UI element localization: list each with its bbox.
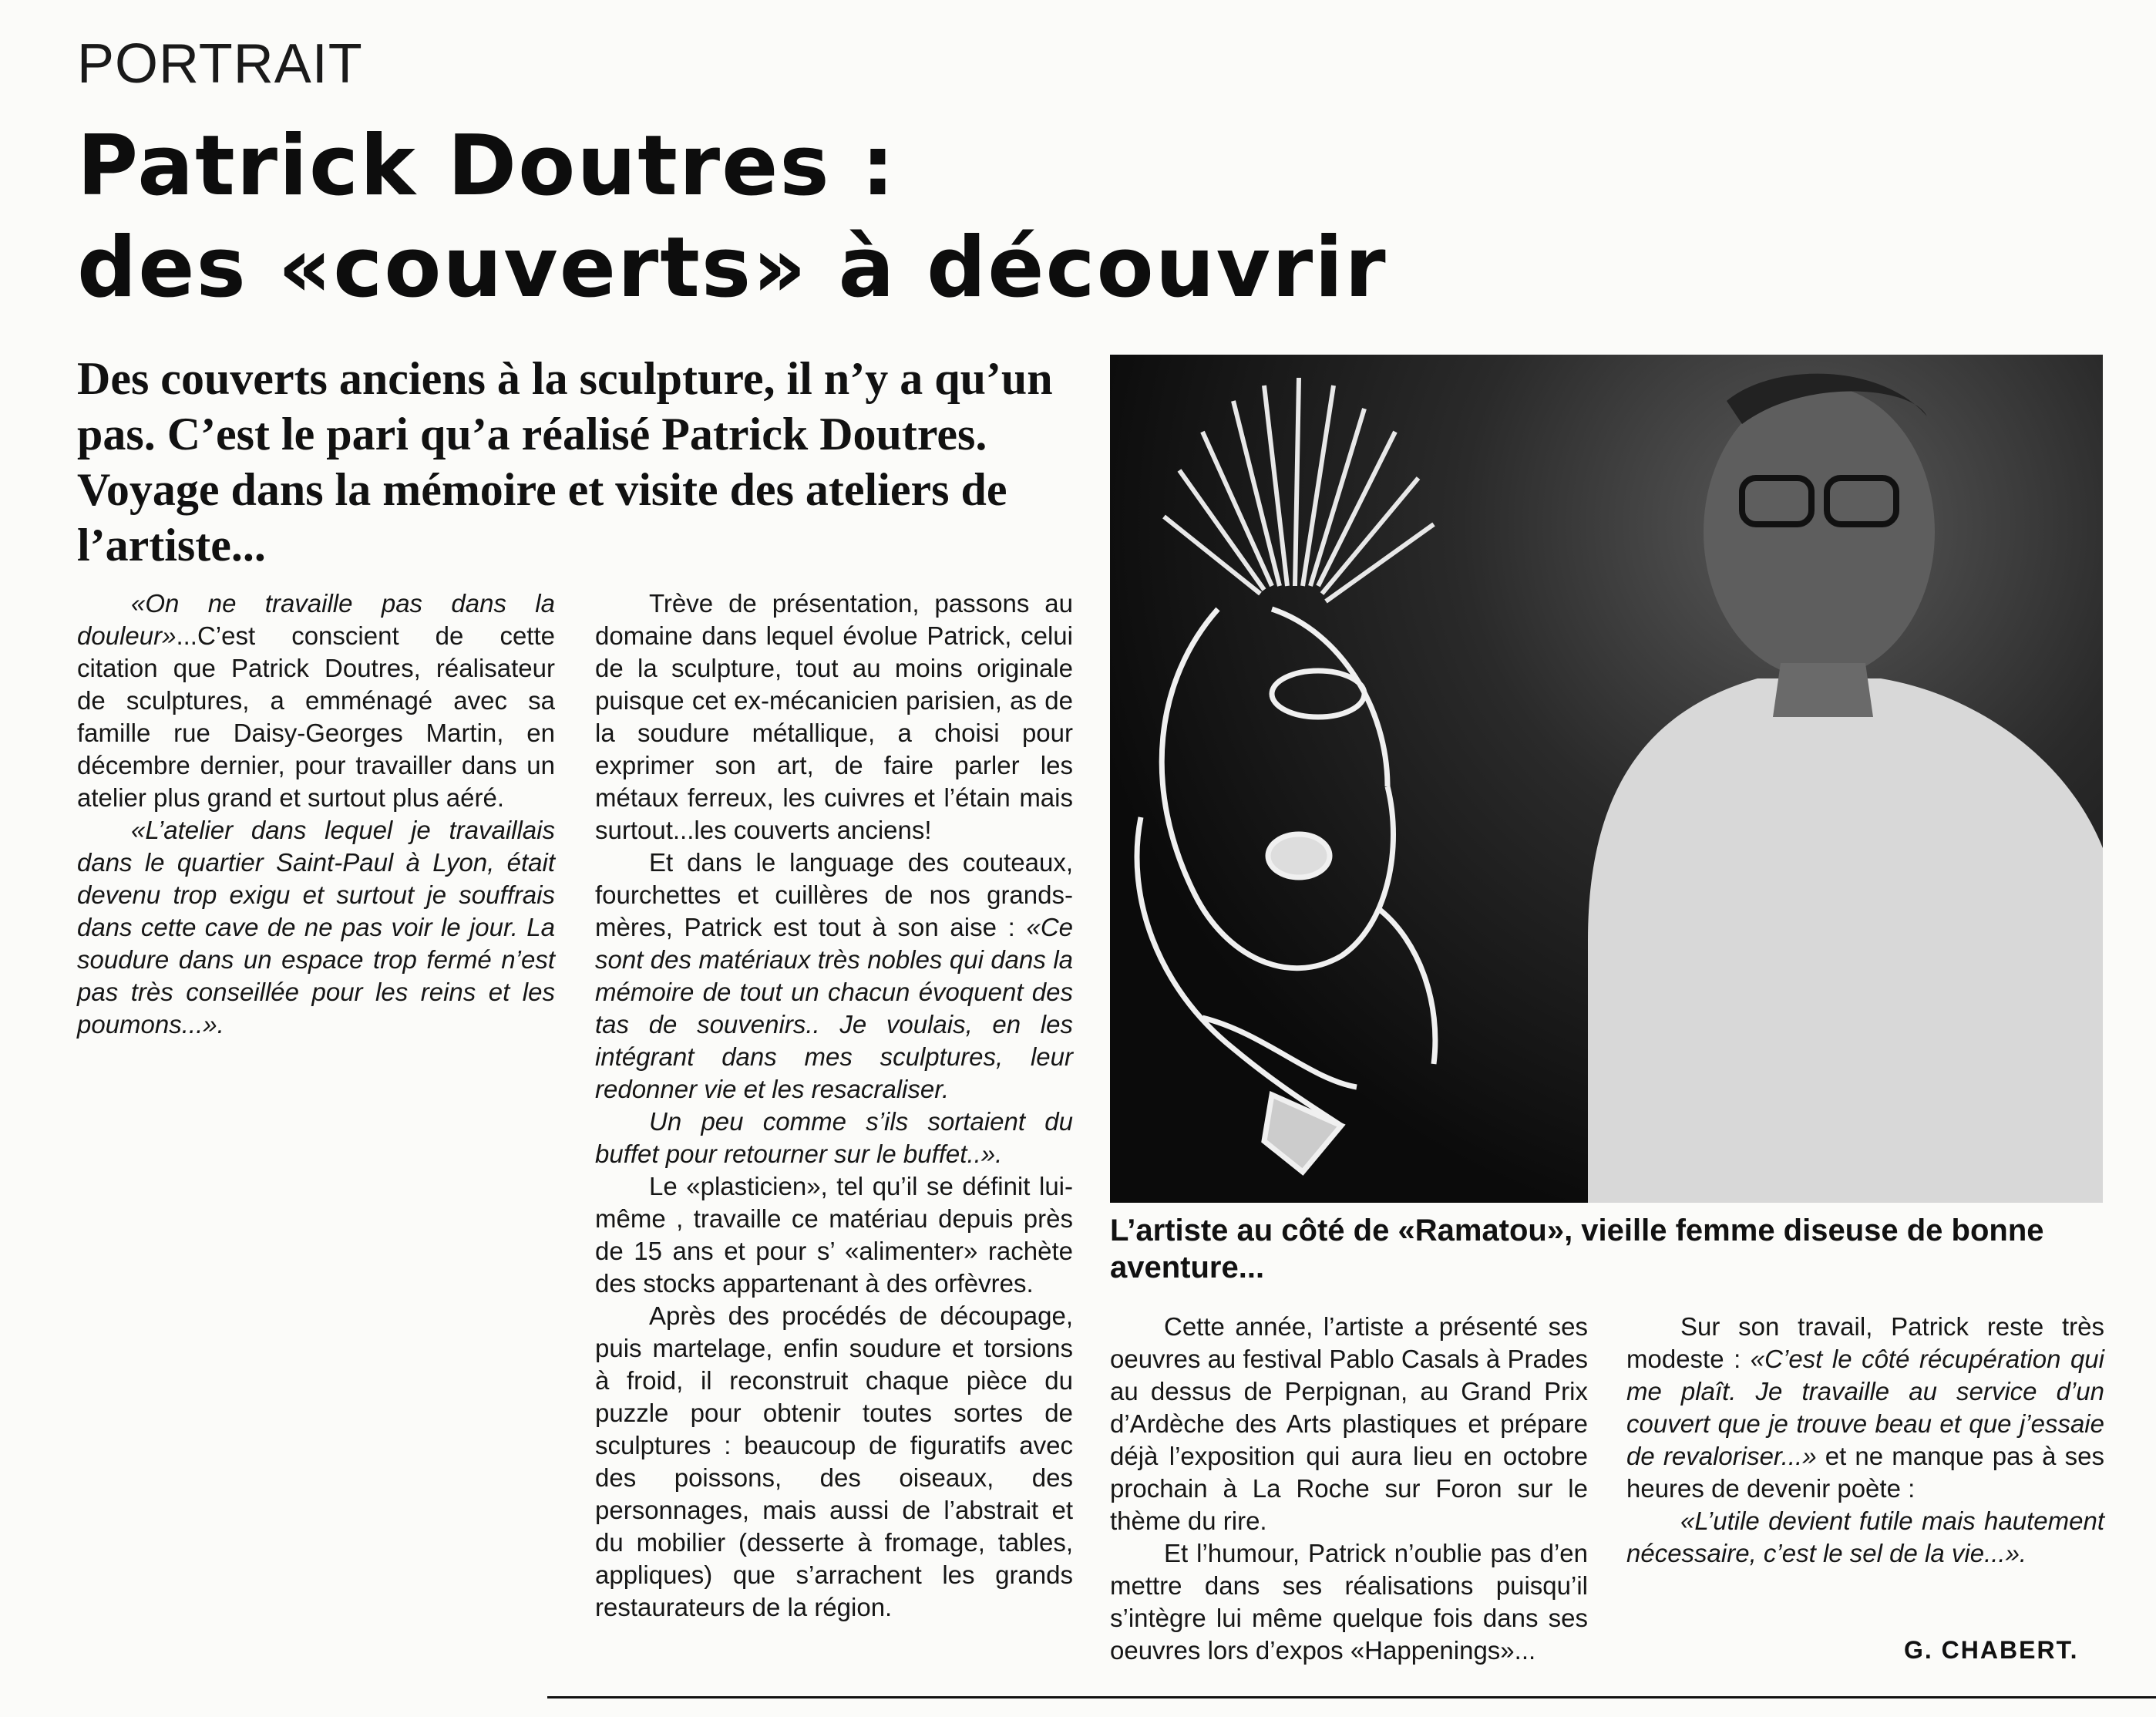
paragraph: Après des procédés de découpage, puis martelage, enfin soudure et torsions à froid, il reconstruit chaque pièce du puzzle pour obtenir toutes sortes de sculptures : beaucoup de figuratifs avec des poissons, des oiseaux, des personnages, mais aussi de l’abstrait et du mobilier (desserte à fromage, tables, appliques) que s’arrachent les grands restaurateurs de la région. [595,1301,1073,1621]
sculpture-face-shape [1137,609,1435,1172]
paragraph: Et l’humour, Patrick n’oublie pas d’en mettre dans ses réalisations puisqu’il s’intègre lui même quelque fois dans ses oeuvres lors d’expos «Happenings»... [1110,1539,1588,1665]
fork-crown-shape [1164,378,1434,601]
paragraph: Le «plasticien», tel qu’il se définit lui-même , travaille ce matériau depuis près de 15 ans et pour s’ «alimenter» rachète des stocks appartenant à des orfèvres. [595,1172,1073,1298]
paragraph: Cette année, l’artiste a présenté ses oeuvres au festival Pablo Casals à Prades au dessus de Perpignan, au Grand Prix d’Ardèche des Arts plastiques et prépare déjà l’exposition qui aura lieu en octobre prochain à La Roche sur Foron sur le thème du rire. [1110,1312,1589,1535]
paragraph-quote: «L’atelier dans lequel je travaillais dans le quartier Saint-Paul à Lyon, était devenu trop exigu et surtout je souffrais dans cette cave de ne pas voir le jour. La soudure dans un espace trop fermé n’est pas très conseillée pour les reins et les poumons...». [77,816,555,1039]
photo-caption: L’artiste au côté de «Ramatou», vieille femme diseuse de bonne aventure... [1110,1214,2044,1284]
body-text: Et dans le language des couteaux, fourchettes et cuillères de nos grands-mères, Patrick est tout à son aise : [595,848,1073,941]
paragraph [595,847,1073,1106]
article-column-3 [1110,1311,1588,1667]
quote-text: «On ne travaille pas dans la douleur» [77,589,555,650]
headline-line-2: des «couverts» à découvrir [77,220,1387,316]
artist-figure-shape [1588,374,2103,1203]
article-column-1 [77,587,555,1041]
paragraph [1626,1311,2104,1505]
paragraph: Trève de présentation, passons au domaine dans lequel évolue Patrick, celui de la sculpture, tout au moins originale puisque cet ex-mécanicien parisien, as de la soudure métallique, a choisi pour exprimer son art, de faire parler les métaux ferreux, les cuivres et l’étain mais surtout...les couverts anciens! [595,589,1073,844]
sculpture-and-artist-image [1110,355,2103,1203]
paragraph-quote: «L’utile devient futile mais hautement nécessaire, c’est le sel de la vie...». [1626,1507,2104,1567]
headline-line-1: Patrick Doutres : [77,118,896,214]
article-column-2 [595,587,1073,1624]
body-text: et ne manque pas à ses heures de devenir poète : [1626,1442,2104,1503]
paragraph [77,587,555,814]
body-text: Sur son travail, Patrick reste très modeste : [1626,1312,2104,1373]
artist-photo [1110,355,2103,1203]
author-signature: G. CHABERT. [1904,1636,2079,1664]
article-lead: Des couverts anciens à la sculpture, il n’y a qu’un pas. C’est le pari qu’a réalisé Patrick Doutres. Voyage dans la mémoire et visite des ateliers de l’artiste... [77,353,1053,571]
section-rubric: PORTRAIT [77,33,363,95]
paragraph-quote: Un peu comme s’ils sortaient du buffet pour retourner sur le buffet..». [595,1107,1073,1168]
quote-text: «Ce sont des matériaux très nobles qui dans la mémoire de tout un chacun évoquent des tas de souvenirs.. Je voulais, en les intégrant dans mes sculptures, leur redonner vie et les resacraliser. [595,913,1074,1103]
article-column-4 [1626,1311,2104,1570]
bottom-rule-divider [547,1696,2156,1698]
body-text: ...C’est conscient de cette citation que Patrick Doutres, réalisateur de sculptures, a emménagé avec sa famille rue Daisy-Georges Martin, en décembre dernier, pour travailler dans un atelier plus grand et surtout plus aéré. [77,621,555,812]
article-headline [77,116,1542,319]
quote-text: «C’est le côté récupération qui me plaît. Je travaille au service d’un couvert que je trouve beau et que j’essaie de revaloriser...» [1626,1345,2104,1470]
